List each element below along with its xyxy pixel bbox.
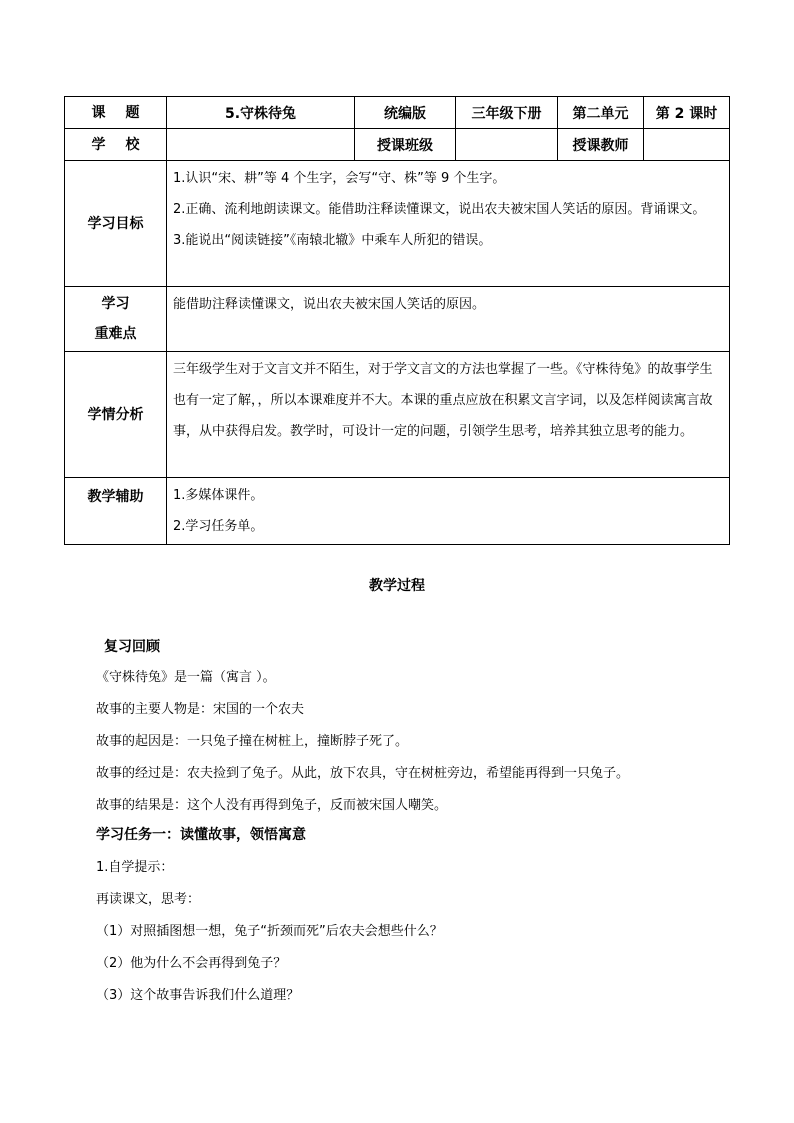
row-aids: [65, 478, 730, 545]
goal-item: 3.能说出“阅读链接”《南辕北辙》中乘车人所犯的错误。: [173, 233, 492, 248]
task1-line: （1）对照插图想一想，兔子“折颈而死”后农夫会想些什么？: [96, 924, 443, 939]
key-points-label-line2: 重难点: [94, 326, 137, 342]
label-school-char2: 校: [125, 136, 140, 153]
analysis-content: [167, 352, 730, 478]
label-course-char1: 课: [91, 104, 106, 121]
goals-label: 学习目标: [65, 161, 167, 287]
review-line: 《守株待兔》是一篇（寓言 ）。: [96, 670, 276, 685]
class-label: 授课班级: [355, 129, 456, 161]
unit: 第二单元: [558, 97, 644, 129]
edition: 统编版: [355, 97, 456, 129]
teacher-value: [644, 129, 730, 161]
process-title: 教学过程: [369, 578, 425, 594]
key-points-label: [65, 287, 167, 352]
review-line: 故事的结果是：这个人没有再得到兔子，反而被宋国人嘲笑。: [96, 798, 448, 813]
class-value: [456, 129, 558, 161]
row-key-points: [65, 287, 730, 352]
task1-line: （2）他为什么不会再得到兔子？: [96, 956, 287, 971]
row-course: [65, 97, 730, 129]
aids-label: 教学辅助: [65, 478, 167, 545]
task1-line: （3）这个故事告诉我们什么道理？: [96, 988, 300, 1003]
goal-item: 1.认识“宋、耕”等 4 个生字，会写“守、株”等 9 个生字。: [173, 171, 506, 186]
school-value: [167, 129, 355, 161]
aids-content: [167, 478, 730, 545]
period: 第 2 课时: [644, 97, 730, 129]
row-school: [65, 129, 730, 161]
goal-item: 2.正确、流利地朗读课文。能借助注释读懂课文，说出农夫被宋国人笑话的原因。背诵课文。: [173, 202, 706, 217]
analysis-label: 学情分析: [65, 352, 167, 478]
grade: 三年级下册: [456, 97, 558, 129]
course-title: 5.守株待兔: [167, 97, 355, 129]
label-school: [65, 129, 167, 161]
label-course: [65, 97, 167, 129]
task1-line: 再读课文，思考：: [96, 892, 201, 907]
label-school-char1: 学: [91, 136, 106, 153]
row-analysis: [65, 352, 730, 478]
aid-item: 1.多媒体课件。: [173, 488, 264, 503]
label-course-char2: 题: [125, 104, 140, 121]
review-line: 故事的经过是：农夫捡到了兔子。从此，放下农具，守在树桩旁边，希望能再得到一只兔子。: [96, 766, 630, 781]
task1-line: 1.自学提示：: [96, 860, 174, 875]
key-points-content: [167, 287, 730, 352]
goals-content: [167, 161, 730, 287]
key-points-label-line1: 学习: [101, 296, 130, 312]
task1-heading: 学习任务一：读懂故事，领悟寓意: [96, 827, 306, 843]
review-line: 故事的起因是：一只兔子撞在树桩上，撞断脖子死了。: [96, 734, 409, 749]
key-points-text: 能借助注释读懂课文，说出农夫被宋国人笑话的原因。: [173, 297, 486, 312]
review-heading: 复习回顾: [104, 639, 160, 655]
teacher-label: 授课教师: [558, 129, 644, 161]
aid-item: 2.学习任务单。: [173, 519, 264, 534]
row-goals: [65, 161, 730, 287]
review-line: 故事的主要人物是：宋国的一个农夫: [96, 702, 305, 717]
analysis-text: 三年级学生对于文言文并不陌生，对于学文言文的方法也掌握了一些。《守株待兔》的故事学生也有一定了解，，所以本课难度并不大。本课的重点应放在积累文言字词，以及怎样阅读寓言故事，从中获得启发。教学时，可设计一定的问题，引领学生思考，培养其独立思考的能力。: [173, 362, 713, 439]
lesson-info-table: [64, 96, 730, 545]
